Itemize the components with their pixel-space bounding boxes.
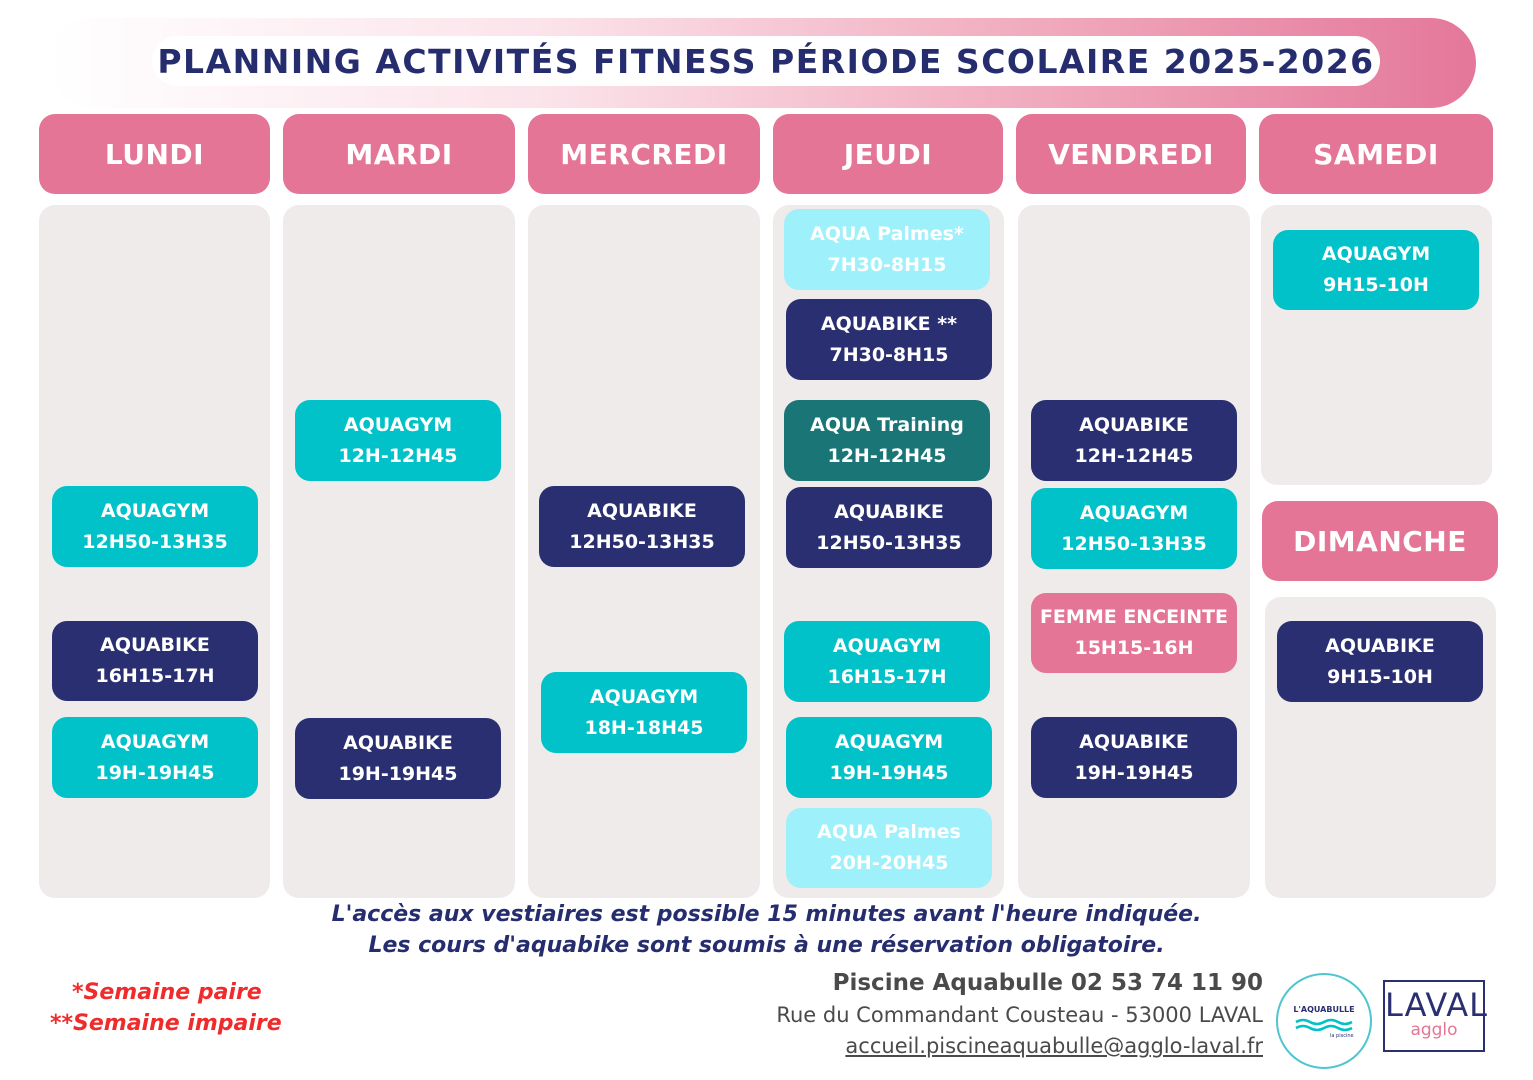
class-time: 12H50-13H35 [1061, 532, 1207, 555]
day-header-lundi: LUNDI [39, 114, 270, 194]
class-time: 7H30-8H15 [827, 253, 947, 276]
class-time: 12H50-13H35 [82, 530, 228, 553]
class-time: 7H30-8H15 [829, 343, 949, 366]
class-activity: AQUA Palmes* [810, 222, 964, 245]
class-slot [784, 209, 990, 290]
class-activity: AQUABIKE [587, 499, 697, 522]
class-activity: AQUAGYM [1079, 501, 1189, 524]
aquabulle-logo-subtitle: la piscine [1330, 1033, 1354, 1039]
class-activity: AQUAGYM [1321, 243, 1431, 265]
laval-agglo-logo [1383, 980, 1488, 1052]
class-time: 19H-19H45 [829, 761, 949, 784]
class-slot [786, 487, 992, 568]
class-slot [786, 717, 992, 798]
class-slot [539, 486, 745, 567]
class-time: 16H15-17H [827, 665, 947, 688]
wave-icon [1294, 1017, 1354, 1033]
class-activity: AQUAGYM [589, 685, 699, 708]
class-time: 12H50-13H35 [816, 531, 962, 554]
class-slot [295, 400, 501, 481]
contact-address: Rue du Commandant Cousteau - 53000 LAVAL [776, 1003, 1263, 1027]
class-time: 12H-12H45 [827, 444, 947, 467]
class-slot [784, 621, 990, 702]
class-activity: AQUA Training [810, 413, 964, 436]
class-time: 15H15-16H [1074, 637, 1194, 659]
class-slot [786, 808, 992, 888]
class-time: 19H-19H45 [95, 761, 215, 784]
class-time: 12H50-13H35 [569, 530, 715, 553]
contact-name-phone: Piscine Aquabulle 02 53 74 11 90 [832, 970, 1263, 996]
aquabulle-logo [1276, 973, 1372, 1069]
contact-email-link[interactable]: accueil.piscineaquabulle@agglo-laval.fr [845, 1034, 1263, 1058]
day-header-dimanche: DIMANCHE [1262, 501, 1498, 581]
class-activity: AQUABIKE [100, 634, 210, 656]
note-vestiaires: L'accès aux vestiaires est possible 15 minutes avant l'heure indiquée. [331, 902, 1202, 927]
agglo-logo-text: agglo [1410, 1020, 1458, 1040]
laval-logo-text: LAVAL [1385, 986, 1488, 1024]
class-time: 19H-19H45 [1074, 761, 1194, 784]
class-slot [1277, 621, 1483, 702]
class-activity: AQUAGYM [832, 634, 942, 657]
class-slot [1031, 593, 1237, 673]
day-header-samedi: SAMEDI [1259, 114, 1493, 194]
class-time: 20H-20H45 [829, 852, 949, 874]
class-time: 12H-12H45 [338, 444, 458, 467]
aquabulle-logo-title: L'AQUABULLE [1293, 1005, 1355, 1014]
class-slot [52, 621, 258, 701]
class-slot [1031, 717, 1237, 798]
day-header-vendredi: VENDREDI [1016, 114, 1246, 194]
class-slot [1273, 230, 1479, 310]
title-pill [152, 36, 1380, 86]
class-slot [52, 486, 258, 567]
class-activity: FEMME ENCEINTE [1039, 606, 1229, 628]
class-slot [541, 672, 747, 753]
class-slot [1031, 400, 1237, 481]
class-activity: AQUAGYM [100, 730, 210, 753]
class-time: 18H-18H45 [584, 716, 704, 739]
day-header-mercredi: MERCREDI [528, 114, 760, 194]
class-slot [786, 299, 992, 380]
day-header-mardi: MARDI [283, 114, 515, 194]
class-time: 19H-19H45 [338, 762, 458, 785]
class-slot [295, 718, 501, 799]
class-activity: AQUABIKE [1079, 730, 1189, 753]
class-activity: AQUAGYM [834, 730, 944, 753]
class-activity: AQUABIKE [343, 731, 453, 754]
class-activity: AQUA Palmes [817, 821, 961, 843]
class-time: 16H15-17H [95, 665, 215, 687]
class-time: 9H15-10H [1323, 274, 1429, 296]
class-time: 12H-12H45 [1074, 444, 1194, 467]
class-activity: AQUAGYM [343, 413, 453, 436]
class-slot [52, 717, 258, 798]
page-title: PLANNING ACTIVITÉS FITNESS PÉRIODE SCOLAIRE 2025-2026 [157, 41, 1375, 81]
class-slot [1031, 488, 1237, 569]
class-slot [784, 400, 990, 481]
class-activity: AQUABIKE [834, 500, 944, 523]
day-header-jeudi: JEUDI [773, 114, 1003, 194]
note-reservation: Les cours d'aquabike sont soumis à une réservation obligatoire. [368, 933, 1165, 958]
class-activity: AQUABIKE [1325, 634, 1435, 657]
class-activity: AQUABIKE [1079, 413, 1189, 436]
legend-semaine-paire: *Semaine paire [72, 980, 262, 1005]
class-time: 9H15-10H [1327, 665, 1433, 688]
class-activity: AQUABIKE ** [820, 312, 958, 335]
class-activity: AQUAGYM [100, 499, 210, 522]
legend-semaine-impaire: **Semaine impaire [50, 1011, 282, 1036]
